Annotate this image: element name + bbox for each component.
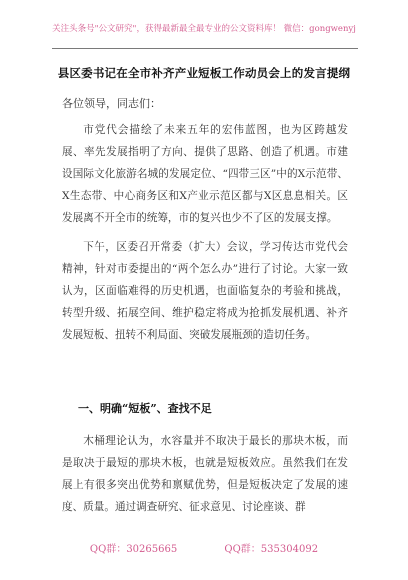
header-divider	[52, 48, 358, 49]
greeting: 各位领导，同志们：	[62, 97, 161, 110]
paragraph: 木桶理论认为，水容量并不取决于最长的那块木板，而是取决于最短的那块木板，也就是短板效应。虽然我们在发展上有很多突出优势和禀赋优势，但是短板决定了发展的速度、质量。通过调查研究、征求意见、讨论座谈、群	[62, 435, 348, 513]
paragraph: 市党代会描绘了未来五年的宏伟蓝图，也为区跨越发展、率先发展指明了方向、提供了思路、创造了机遇。市建设国际文化旅游名城的发展定位、“四带三区”中的X示范带、X生态带、中心商务区和X产业示范区都与X区息息相关。区发展离不开全市的统筹，市的复兴也少不了区的发展支撑。	[62, 124, 348, 224]
promo-header: 关注头条号"公文研究"，获得最新最全最专业的公文资料库！ 微信：gongwenyj	[52, 24, 356, 34]
paragraph: 下午，区委召开常委（扩大）会议，学习传达市党代会精神，针对市委提出的“两个怎么办”进行了讨论。大家一致认为，区面临难得的历史机遇，也面临复杂的考验和挑战，转型升级、拓展空间、维护稳定将成为抢抓发展机遇、补齐发展短板、扭转不利局面、突破发展瓶颈的造切任务。	[62, 241, 348, 341]
document-title: 县区委书记在全市补齐产业短板工作动员会上的发言提纲	[57, 66, 351, 80]
qq-group-1: QQ群：30265665	[89, 544, 178, 555]
section-heading: 一、明确“短板”、查找不足	[78, 402, 212, 415]
footer	[0, 540, 408, 555]
qq-group-2: QQ群：535304092	[224, 544, 319, 555]
